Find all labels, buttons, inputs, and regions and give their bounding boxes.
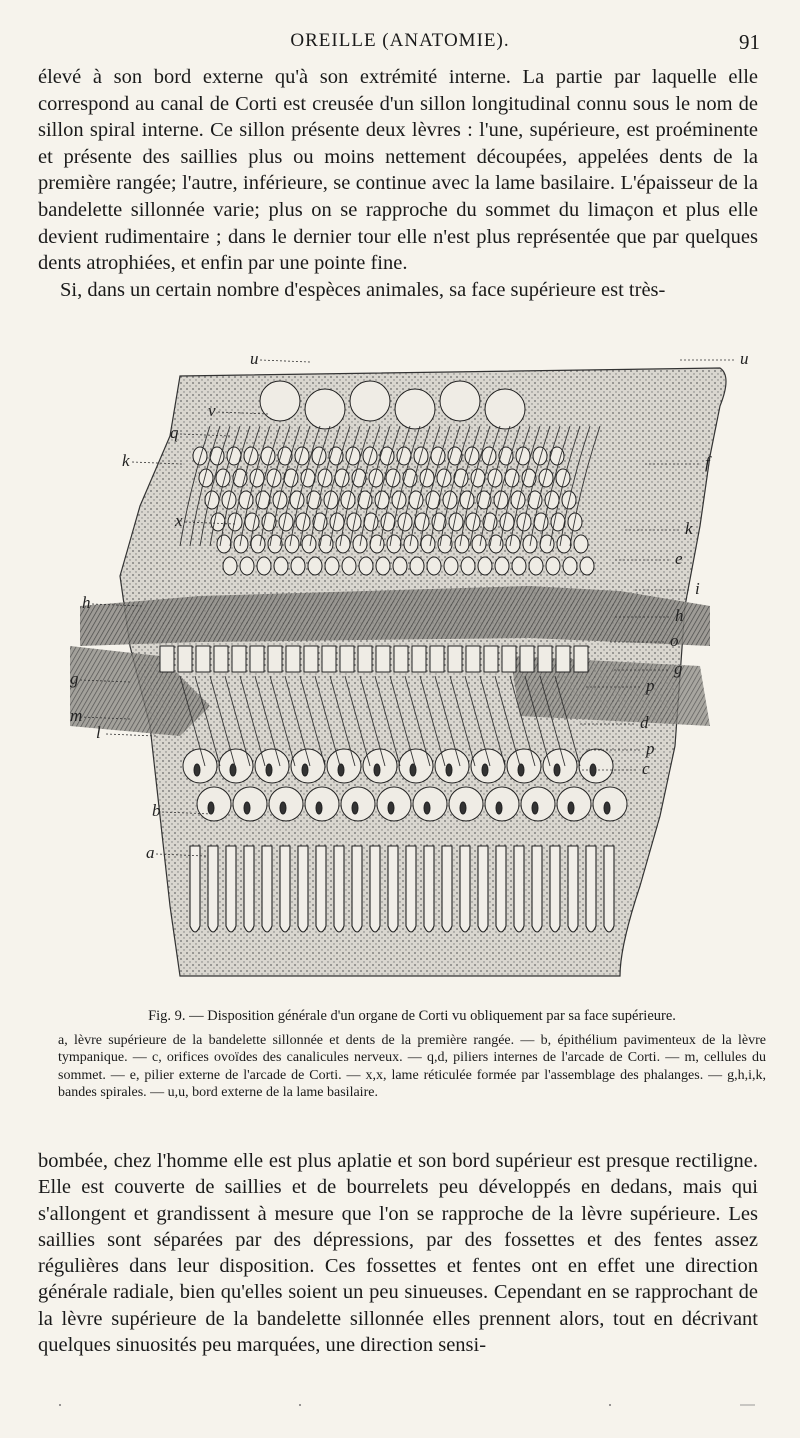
tooth	[496, 846, 506, 932]
tooth	[226, 846, 236, 932]
cell	[257, 557, 271, 575]
pillar-cell	[538, 646, 552, 672]
epithelial-cell	[557, 787, 591, 821]
figure-label: m	[70, 706, 83, 725]
caption-title: Fig. 9. — Disposition générale d'un organe de Corti vu obliquement par sa face supérieure.	[148, 1008, 676, 1024]
cell	[393, 557, 407, 575]
pillar-cell	[466, 646, 480, 672]
cell	[415, 513, 429, 531]
cell	[205, 491, 219, 509]
cell	[533, 447, 547, 465]
cell	[302, 535, 316, 553]
cell	[359, 557, 373, 575]
paragraph: élevé à son bord externe qu'à son extrémité interne. La partie par laquelle elle correspond au canal de Corti est creusée d'un sillon longitudinal connu sous le nom de sillon spiral interne. Ce sillon présente deux lèvres : l'une, supérieure, est proéminente et présente des saillies plus ou moins nettement découpées, appelées dents de la première rangée; l'autre, inférieure, se continue avec la lame basilaire. L'épaisseur de la bandelette sillonnée varie; plus on se rapproche du sommet du limaçon et plus elle devient rudimentaire ; dans le dernier tour elle n'est plus représentée que par quelques dents atrophiées, et enfin par une pointe fine.	[38, 66, 758, 275]
figure-label: p	[646, 739, 655, 758]
tooth	[550, 846, 560, 932]
figure-label: b	[152, 801, 161, 820]
epithelial-cell	[269, 787, 303, 821]
cell	[250, 469, 264, 487]
cell	[455, 535, 469, 553]
cell	[557, 535, 571, 553]
pillar-cell	[322, 646, 336, 672]
figure-corti-organ	[60, 346, 780, 996]
page-number: 91	[739, 30, 760, 54]
epithelial-cell	[579, 749, 613, 783]
figure-label: g	[70, 669, 79, 688]
tooth	[442, 846, 452, 932]
epithelial-cell	[255, 749, 289, 783]
figure-label: g	[674, 659, 683, 678]
pillar-cell	[250, 646, 264, 672]
cell	[290, 491, 304, 509]
cell	[313, 513, 327, 531]
cell	[448, 447, 462, 465]
tooth	[208, 846, 218, 932]
cell	[472, 535, 486, 553]
pillar-cell	[394, 646, 408, 672]
epithelial-cell	[543, 749, 577, 783]
canal-orifice	[374, 764, 380, 776]
cell	[529, 557, 543, 575]
figure-label: o	[670, 631, 679, 650]
hair-cell	[440, 381, 480, 421]
anatomical-engraving	[60, 346, 780, 996]
pillar-cell	[304, 646, 318, 672]
cell	[437, 469, 451, 487]
canal-orifice	[424, 802, 430, 814]
cell	[308, 557, 322, 575]
hair-cell	[305, 389, 345, 429]
cell	[495, 557, 509, 575]
cell	[574, 535, 588, 553]
tooth	[460, 846, 470, 932]
pillar-cell	[430, 646, 444, 672]
pillar-cell	[160, 646, 174, 672]
cell	[291, 557, 305, 575]
epithelial-cell	[471, 749, 505, 783]
tooth	[406, 846, 416, 932]
cell	[421, 535, 435, 553]
figure-label: l	[96, 723, 101, 742]
cell	[420, 469, 434, 487]
figure-caption	[58, 1008, 766, 1102]
cell	[387, 535, 401, 553]
cell	[478, 557, 492, 575]
pillar-cell	[412, 646, 426, 672]
cell	[375, 491, 389, 509]
cell	[563, 557, 577, 575]
cell	[500, 513, 514, 531]
canal-orifice	[316, 802, 322, 814]
epithelial-cell	[305, 787, 339, 821]
cell	[358, 491, 372, 509]
cell	[506, 535, 520, 553]
cell	[251, 535, 265, 553]
cell	[342, 557, 356, 575]
figure-label: k	[122, 451, 130, 470]
canal-orifice	[194, 764, 200, 776]
figure-label: u	[250, 349, 259, 368]
tooth	[298, 846, 308, 932]
epithelial-cell	[449, 787, 483, 821]
epithelial-cell	[197, 787, 231, 821]
hair-cell	[260, 381, 300, 421]
cell	[295, 447, 309, 465]
epithelial-cell	[291, 749, 325, 783]
tooth	[334, 846, 344, 932]
epithelial-cell	[183, 749, 217, 783]
canal-orifice	[496, 802, 502, 814]
pillar-cell	[448, 646, 462, 672]
cell	[580, 557, 594, 575]
epithelial-cell	[593, 787, 627, 821]
cell	[545, 491, 559, 509]
pillar-cell	[178, 646, 192, 672]
figure-label: h	[675, 606, 684, 625]
pillar-cell	[574, 646, 588, 672]
tooth	[280, 846, 290, 932]
tooth	[532, 846, 542, 932]
cell	[568, 513, 582, 531]
paragraph: Si, dans un certain nombre d'espèces animales, sa face supérieure est très-	[60, 278, 666, 301]
epithelial-cell	[219, 749, 253, 783]
pillar-cell	[502, 646, 516, 672]
canal-orifice	[604, 802, 610, 814]
cell	[346, 447, 360, 465]
print-marks	[50, 1400, 770, 1410]
tooth	[262, 846, 272, 932]
tooth	[478, 846, 488, 932]
canal-orifice	[532, 802, 538, 814]
epithelial-cell	[507, 749, 541, 783]
cell	[325, 557, 339, 575]
tooth	[424, 846, 434, 932]
cell	[330, 513, 344, 531]
canal-orifice	[518, 764, 524, 776]
figure-label: h	[82, 593, 91, 612]
pillar-cell	[358, 646, 372, 672]
tooth	[604, 846, 614, 932]
figure-label: u	[740, 349, 749, 368]
canal-orifice	[388, 802, 394, 814]
pillar-cell	[556, 646, 570, 672]
pillar-cell	[196, 646, 210, 672]
cell	[278, 447, 292, 465]
figure-label: e	[675, 549, 683, 568]
cell	[443, 491, 457, 509]
figure-label: q	[170, 423, 179, 442]
cell	[483, 513, 497, 531]
figure-label: p	[646, 676, 655, 695]
hair-cell	[485, 389, 525, 429]
figure-label: i	[695, 579, 700, 598]
tooth	[514, 846, 524, 932]
cell	[398, 513, 412, 531]
cell	[363, 447, 377, 465]
running-title: OREILLE (ANATOMIE).	[290, 30, 510, 51]
tooth	[370, 846, 380, 932]
canal-orifice	[554, 764, 560, 776]
canal-orifice	[244, 802, 250, 814]
canal-orifice	[302, 764, 308, 776]
tooth	[316, 846, 326, 932]
pillar-cell	[232, 646, 246, 672]
epithelial-cell	[413, 787, 447, 821]
figure-label: c	[642, 759, 650, 778]
epithelial-cell	[521, 787, 555, 821]
hair-cell	[350, 381, 390, 421]
cell	[516, 447, 530, 465]
pillar-cell	[268, 646, 282, 672]
canal-orifice	[446, 764, 452, 776]
cell	[528, 491, 542, 509]
tooth	[352, 846, 362, 932]
figure-label: v	[208, 401, 216, 420]
cell	[336, 535, 350, 553]
epithelial-cell	[435, 749, 469, 783]
cell	[376, 557, 390, 575]
pillar-cell	[484, 646, 498, 672]
tooth	[244, 846, 254, 932]
cell	[274, 557, 288, 575]
hair-cell	[395, 389, 435, 429]
cell	[240, 557, 254, 575]
canal-orifice	[482, 764, 488, 776]
leader-line	[106, 734, 156, 736]
cell	[335, 469, 349, 487]
figure-label: k	[685, 519, 693, 538]
canal-orifice	[266, 764, 272, 776]
cell	[461, 557, 475, 575]
cell	[540, 535, 554, 553]
tooth	[190, 846, 200, 932]
figure-label: d	[640, 713, 649, 732]
cell	[505, 469, 519, 487]
canal-orifice	[338, 764, 344, 776]
epithelial-cell	[363, 749, 397, 783]
figure-label: f	[705, 453, 710, 472]
tooth	[568, 846, 578, 932]
cell	[228, 513, 242, 531]
figure-label: a	[146, 843, 155, 862]
cell	[193, 447, 207, 465]
cell	[285, 535, 299, 553]
cell	[427, 557, 441, 575]
pillar-cell	[340, 646, 354, 672]
paragraph: bombée, chez l'homme elle est plus aplatie et son bord supérieur est presque rectiligne. Elle est couverte de saillies et de bourrelets peu développés en dedans, mais qui s'allongent et grandissent à mesure que l'on se rapproche de la lèvre supérieure. Les saillies sont séparées par des dépressions, par des fossettes et des fentes assez régulières dans leur disposition. Ces fossettes et fentes ont en effet une direction générale radiale, bien qu'elles soient un peu sinueuses. Cependant en se rapprochant de la lèvre supérieure de la bandelette sillonnée elles prennent alors, tout en décrivant quelques sinuosités peu marquées, une direction sensi-	[38, 1150, 758, 1357]
cell	[546, 557, 560, 575]
cell	[460, 491, 474, 509]
cell	[465, 447, 479, 465]
cell	[444, 557, 458, 575]
tooth	[586, 846, 596, 932]
page-header	[40, 30, 760, 60]
cell	[370, 535, 384, 553]
cell	[245, 513, 259, 531]
canal-orifice	[568, 802, 574, 814]
pillar-cell	[520, 646, 534, 672]
epithelial-cell	[341, 787, 375, 821]
epithelial-cell	[233, 787, 267, 821]
bottom-text-block	[38, 1148, 758, 1358]
epithelial-cell	[327, 749, 361, 783]
pillar-cell	[214, 646, 228, 672]
caption-legend: a, lèvre supérieure de la bandelette sillonnée et dents de la première rangée. — b, épithélium pavimenteux de la lèvre tympanique. — c, orifices ovoïdes des canalicules nerveux. — q,d, piliers internes de l'arcade de Corti. — m, cellules du sommet. — e, pilier externe de l'arcade de Corti. — x,x, lame réticulée formée par l'assemblage des phalanges. — g,h,i,k, bandes spirales. — u,u, bord externe de la lame basilaire.	[58, 1032, 766, 1100]
canal-orifice	[460, 802, 466, 814]
canal-orifice	[208, 802, 214, 814]
canal-orifice	[352, 802, 358, 814]
cell	[223, 557, 237, 575]
cell	[410, 557, 424, 575]
canal-orifice	[280, 802, 286, 814]
pillar-cell	[286, 646, 300, 672]
cell	[273, 491, 287, 509]
epithelial-cell	[485, 787, 519, 821]
pillar-cell	[376, 646, 390, 672]
epithelial-cell	[377, 787, 411, 821]
cell	[267, 469, 281, 487]
tooth	[388, 846, 398, 932]
figure-label: x	[175, 511, 183, 530]
cell	[217, 535, 231, 553]
top-text-block	[38, 64, 758, 303]
cell	[512, 557, 526, 575]
epithelial-cell	[399, 749, 433, 783]
leader-line	[260, 360, 310, 362]
